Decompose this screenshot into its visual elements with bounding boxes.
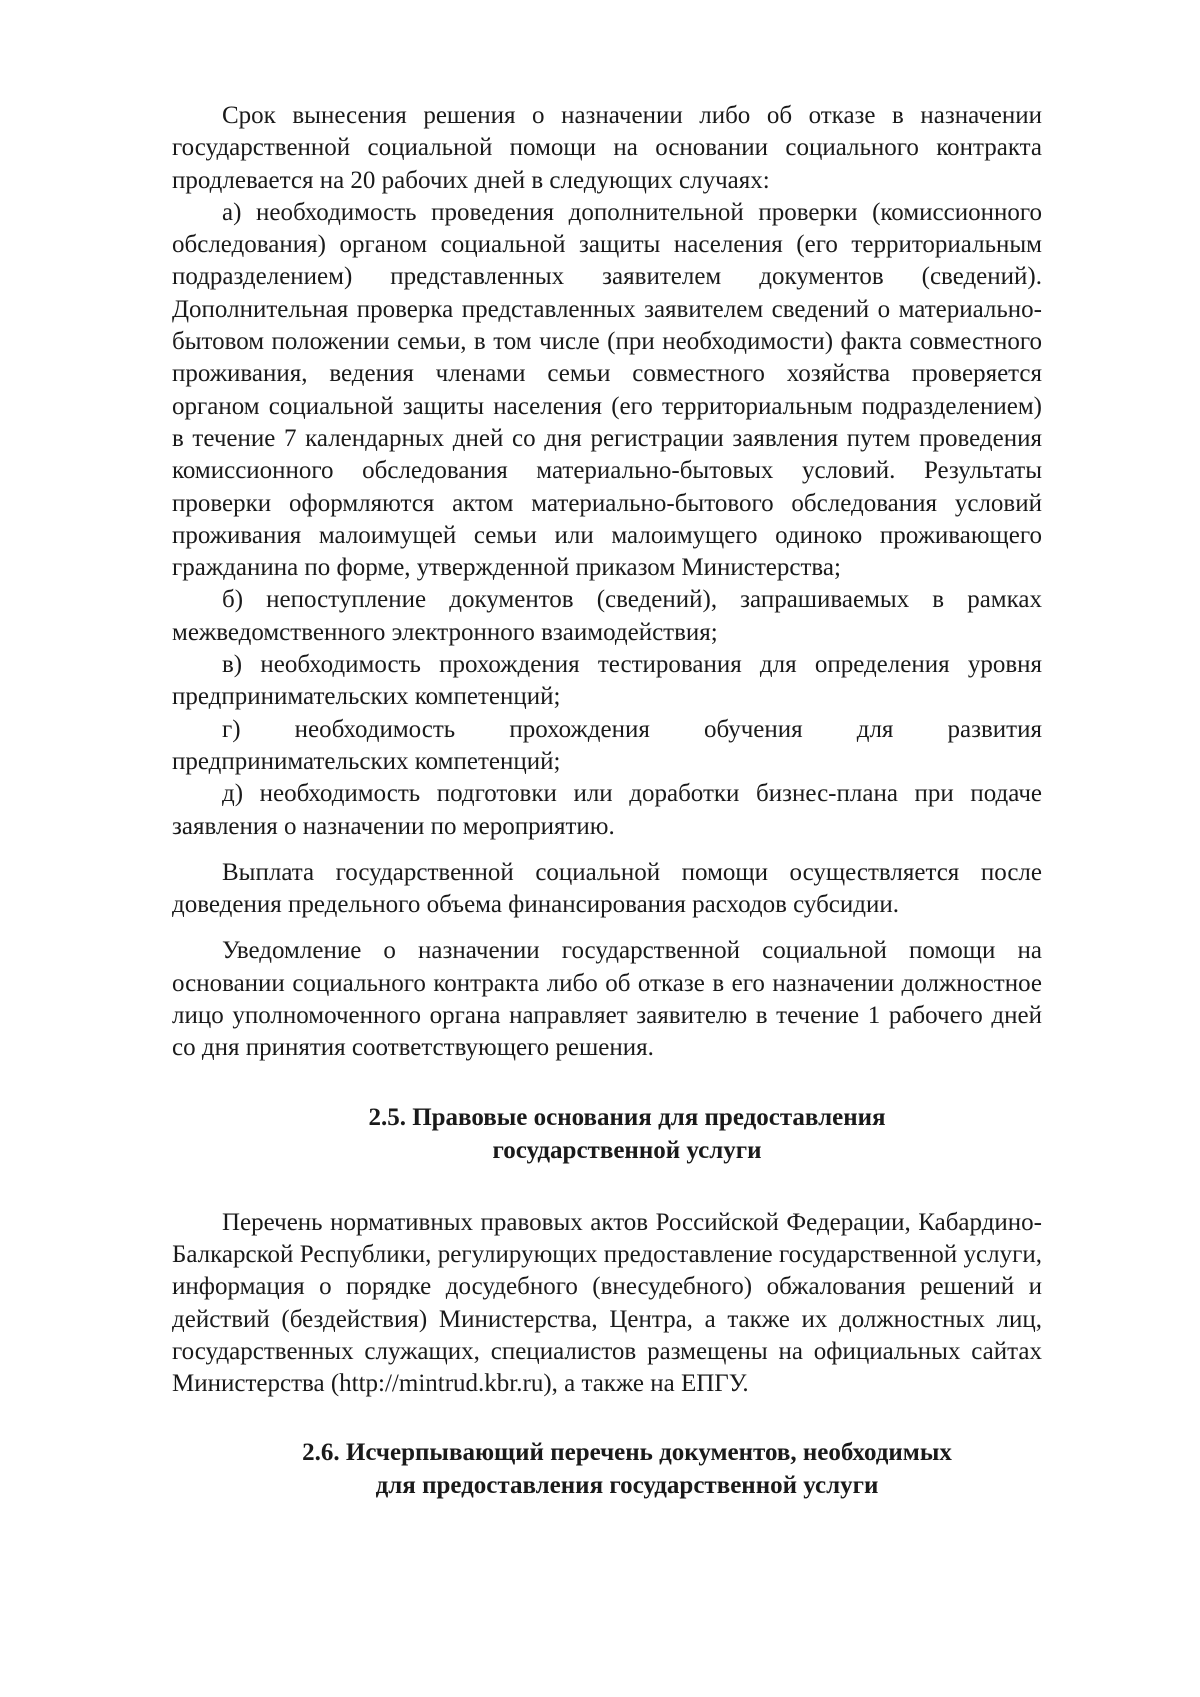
section-2-5-title-line1: 2.5. Правовые основания для предоставления — [368, 1103, 886, 1131]
section-2-6-title-line1: 2.6. Исчерпывающий перечень документов, необходимых — [302, 1439, 952, 1467]
section-2-6-title-line2: для предоставления государственной услуги — [375, 1472, 879, 1500]
section-2-6-heading — [172, 1436, 1042, 1502]
paragraph-item-a: а) необходимость проведения дополнительной проверки (комиссионного обследования) органом социальной защиты населения (его территориальным подразделением) представленных заявителем документов (сведений). Дополнительная проверка представленных заявителем сведений о материально-бытовом положении семьи, в том числе (при необходимости) факта совместного проживания, ведения членами семьи совместного хозяйства проверяется органом социальной защиты населения (его территориальным подразделением) в течение 7 календарных дней со дня регистрации заявления путем проведения комиссионного обследования материально-бытовых условий. Результаты проверки оформляются актом материально-бытового обследования условий проживания малоимущей семьи или малоимущего одиноко проживающего гражданина по форме, утвержденной приказом Министерства; — [172, 198, 1042, 582]
section-2-5-body: Перечень нормативных правовых актов Российской Федерации, Кабардино-Балкарской Республики, регулирующих предоставление государственной услуги, информация о порядке досудебного (внесудебного) обжалования решений и действий (бездействия) Министерства, Центра, а также их должностных лиц, государственных служащих, специалистов размещены на официальных сайтах Министерства (http://mintrud.kbr.ru), а также на ЕПГУ. — [172, 1208, 1042, 1398]
document-page — [172, 100, 1042, 1502]
paragraph-item-g: г) необходимость прохождения обучения для развития предпринимательских компетенций; — [172, 715, 1042, 775]
section-2-5-heading — [172, 1101, 1042, 1167]
paragraph-notification: Уведомление о назначении государственной социальной помощи на основании социального контракта либо об отказе в его назначении должностное лицо уполномоченного органа направляет заявителю в течение 1 рабочего дней со дня принятия соответствующего решения. — [172, 937, 1042, 1062]
paragraph-term-extension: Срок вынесения решения о назначении либо об отказе в назначении государственной социальной помощи на основании социального контракта продлевается на 20 рабочих дней в следующих случаях: — [172, 102, 1042, 194]
paragraph-item-b: б) непоступление документов (сведений), запрашиваемых в рамках межведомственного электронного взаимодействия; — [172, 586, 1042, 646]
paragraph-payment: Выплата государственной социальной помощи осуществляется после доведения предельного объема финансирования расходов субсидии. — [172, 858, 1042, 919]
paragraph-item-v: в) необходимость прохождения тестирования для определения уровня предпринимательских компетенций; — [172, 651, 1042, 711]
section-2-5-title-line2: государственной услуги — [492, 1136, 762, 1164]
paragraph-item-d: д) необходимость подготовки или доработки бизнес-плана при подаче заявления о назначении по мероприятию. — [172, 780, 1042, 840]
